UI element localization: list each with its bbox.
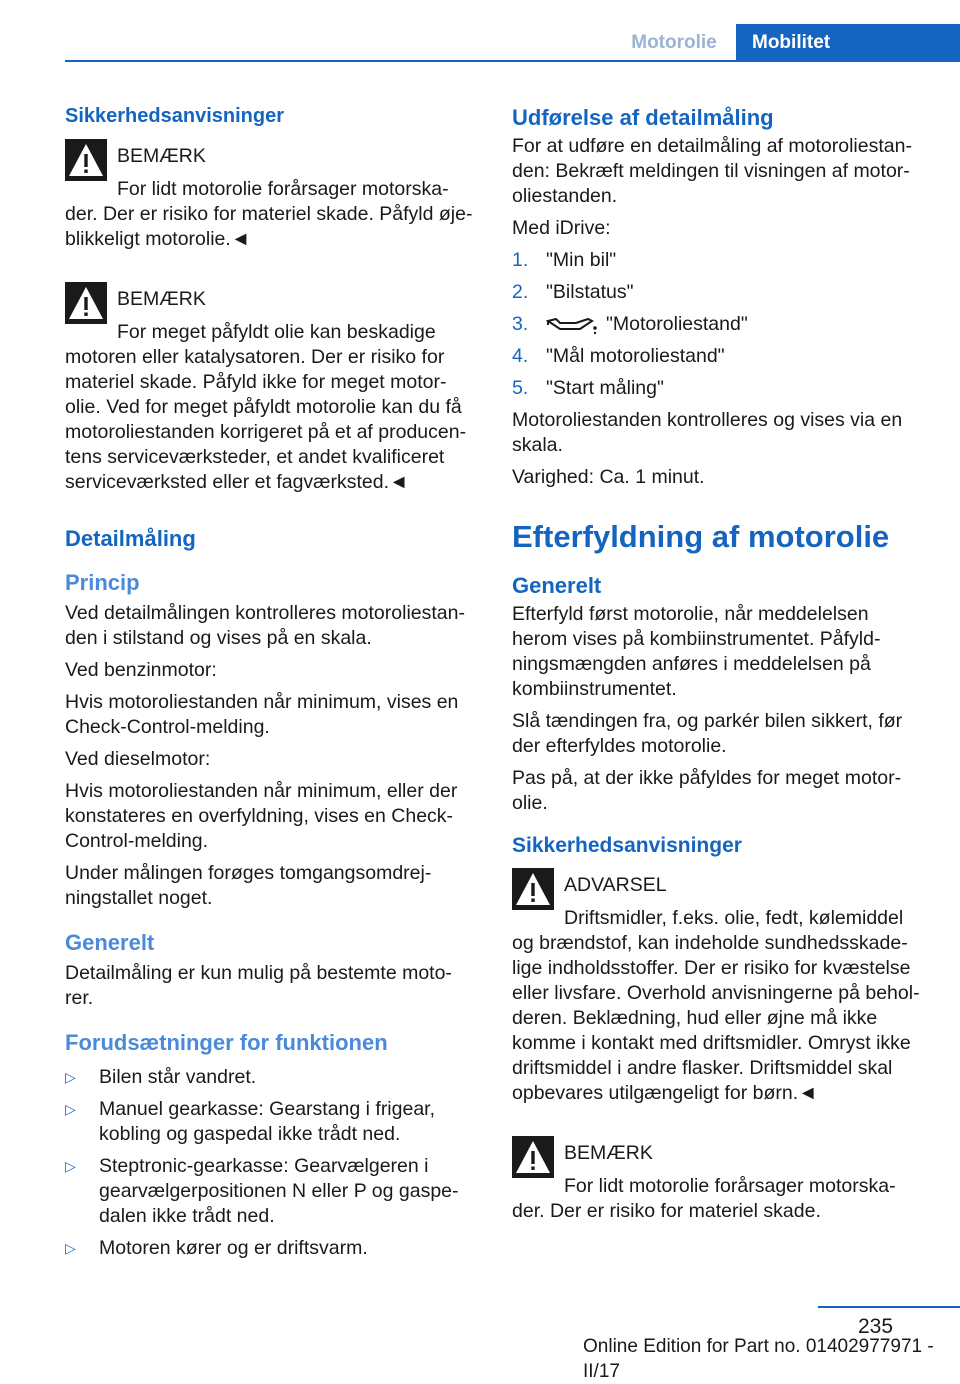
paragraph: Detailmåling er kun mulig på bestemte moto-rer. xyxy=(65,962,452,1009)
paragraph: Hvis motoroliestanden når minimum, vises en Check-Control-melding. xyxy=(65,691,459,738)
warning-text: Driftsmidler, f.eks. olie, fedt, kølemiddel og brændstof, kan indeholde sundhedsskade-lige indholdsstoffer. Der er risiko for kvæstelse eller livsfare. Overhold anvisningerne på behol-deren. Beklædning, hud eller øjne må ikke komme i kontakt med driftsmidler. Omryst ikke driftsmiddel i andre flasker. Driftsmiddel skal opbevares utilgængeligt for børn.◄ xyxy=(512,907,920,1104)
paragraph: Ved detailmålingen kontrolleres motoroliestan-den i stilstand og vises på en skala. xyxy=(65,602,465,649)
step-item[interactable] xyxy=(512,376,927,401)
paragraph: Hvis motoroliestanden når minimum, eller der konstateres en overfyldning, vises en Check-Control-melding. xyxy=(65,780,458,852)
paragraph: Ved dieselmotor: xyxy=(65,748,211,770)
list-item-text: Bilen står vandret. xyxy=(99,1066,257,1088)
page-number: 235 xyxy=(858,1315,894,1338)
paragraph: Efterfyld først motorolie, når meddelelsen herom vises på kombiinstrumentet. Påfyld-ningsmængden anføres i meddelelsen på kombiinstrumentet. xyxy=(512,603,881,700)
warning-triangle-icon xyxy=(65,282,107,324)
procedure-heading: Udførelse af detailmåling xyxy=(512,105,774,130)
header-section-tab[interactable]: Motorolie xyxy=(612,24,736,61)
step-text: "Bilstatus" xyxy=(546,281,634,303)
warning-box xyxy=(512,1136,927,1224)
refill-heading: Efterfyldning af motorolie xyxy=(512,519,890,554)
warning-box xyxy=(512,868,927,1106)
list-item-text: Steptronic-gearkasse: Gearvælgeren i gearvælgerpositionen N eller P og gaspe-dalen ikke trådt ned. xyxy=(99,1155,459,1227)
step-number: 1. xyxy=(512,249,529,271)
warning-label: BEMÆRK xyxy=(564,1142,653,1164)
triangle-bullet-icon: ▷ xyxy=(65,1101,76,1117)
step-text: "Start måling" xyxy=(546,377,664,399)
list-item xyxy=(65,1154,480,1229)
paragraph: Under målingen forøges tomgangsomdrej-ningstallet noget. xyxy=(65,862,432,909)
detail-heading: Detailmåling xyxy=(65,526,196,551)
step-text: "Min bil" xyxy=(546,249,617,271)
generelt-heading: Generelt xyxy=(65,930,155,955)
warning-label: BEMÆRK xyxy=(117,145,206,167)
prerequisites-heading: Forudsætninger for funktionen xyxy=(65,1030,388,1055)
safety-heading: Sikkerhedsanvisninger xyxy=(512,834,742,857)
step-text: "Motoroliestand" xyxy=(606,313,748,335)
step-number: 5. xyxy=(512,377,529,399)
step-number: 4. xyxy=(512,345,529,367)
paragraph: Varighed: Ca. 1 minut. xyxy=(512,466,705,488)
princip-heading: Princip xyxy=(65,570,140,595)
idrive-label: Med iDrive: xyxy=(512,217,611,239)
header-chapter-tab[interactable]: Mobilitet xyxy=(736,24,960,61)
paragraph: Ved benzinmotor: xyxy=(65,659,217,681)
warning-triangle-icon xyxy=(65,139,107,181)
warning-label: BEMÆRK xyxy=(117,288,206,310)
generelt-heading: Generelt xyxy=(512,573,602,598)
paragraph: For at udføre en detailmåling af motoroliestan-den: Bekræft meldingen til visningen af motor-oliestanden. xyxy=(512,135,912,207)
oil-can-icon xyxy=(546,315,598,335)
warning-label: ADVARSEL xyxy=(564,874,667,896)
triangle-bullet-icon: ▷ xyxy=(65,1158,76,1174)
warning-triangle-icon xyxy=(512,1136,554,1178)
list-item xyxy=(65,1065,480,1090)
step-text: "Mål motoroliestand" xyxy=(546,345,725,367)
paragraph: Motoroliestanden kontrolleres og vises via en skala. xyxy=(512,409,903,456)
step-item[interactable] xyxy=(512,280,927,305)
triangle-bullet-icon: ▷ xyxy=(65,1240,76,1256)
edition-line: Online Edition for Part no. 01402977971 - II/17 xyxy=(583,1336,934,1382)
paragraph: Pas på, at der ikke påfyldes for meget motor-olie. xyxy=(512,767,902,814)
right-column xyxy=(512,104,927,1254)
warning-text: For lidt motorolie forårsager motorska-der. Der er risiko for materiel skade. xyxy=(512,1175,896,1222)
list-item xyxy=(65,1097,480,1147)
step-item[interactable] xyxy=(512,312,927,337)
step-number: 3. xyxy=(512,313,529,335)
step-item[interactable] xyxy=(512,248,927,273)
step-number: 2. xyxy=(512,281,529,303)
idrive-steps xyxy=(512,248,927,401)
footer-rule xyxy=(818,1306,960,1308)
safety-heading: Sikkerhedsanvisninger xyxy=(65,105,284,127)
warning-triangle-icon xyxy=(512,868,554,910)
header-rule xyxy=(65,60,960,62)
warning-text: For meget påfyldt olie kan beskadige motoren eller katalysatoren. Der er risiko for materiel skade. Påfyld ikke for meget motor-olie. Ved for meget påfyldt motorolie kan du få motoroliestanden korrigeret på et af producen-tens serviceværksteder, et andet kvalificeret serviceværksted eller et fagværksted.◄ xyxy=(65,321,467,493)
step-item[interactable] xyxy=(512,344,927,369)
triangle-bullet-icon: ▷ xyxy=(65,1069,76,1085)
list-item-text: Motoren kører og er driftsvarm. xyxy=(99,1237,368,1259)
warning-box xyxy=(65,282,480,495)
warning-box xyxy=(65,139,480,252)
list-item xyxy=(65,1236,480,1261)
list-item-text: Manuel gearkasse: Gearstang i frigear, kobling og gaspedal ikke trådt ned. xyxy=(99,1098,436,1145)
left-column xyxy=(65,104,480,1268)
warning-text: For lidt motorolie forårsager motorska-der. Der er risiko for materiel skade. Påfyld øje-blikkeligt motorolie.◄ xyxy=(65,178,473,250)
prerequisites-list xyxy=(65,1065,480,1261)
paragraph: Slå tændingen fra, og parkér bilen sikkert, før der efterfyldes motorolie. xyxy=(512,710,903,757)
